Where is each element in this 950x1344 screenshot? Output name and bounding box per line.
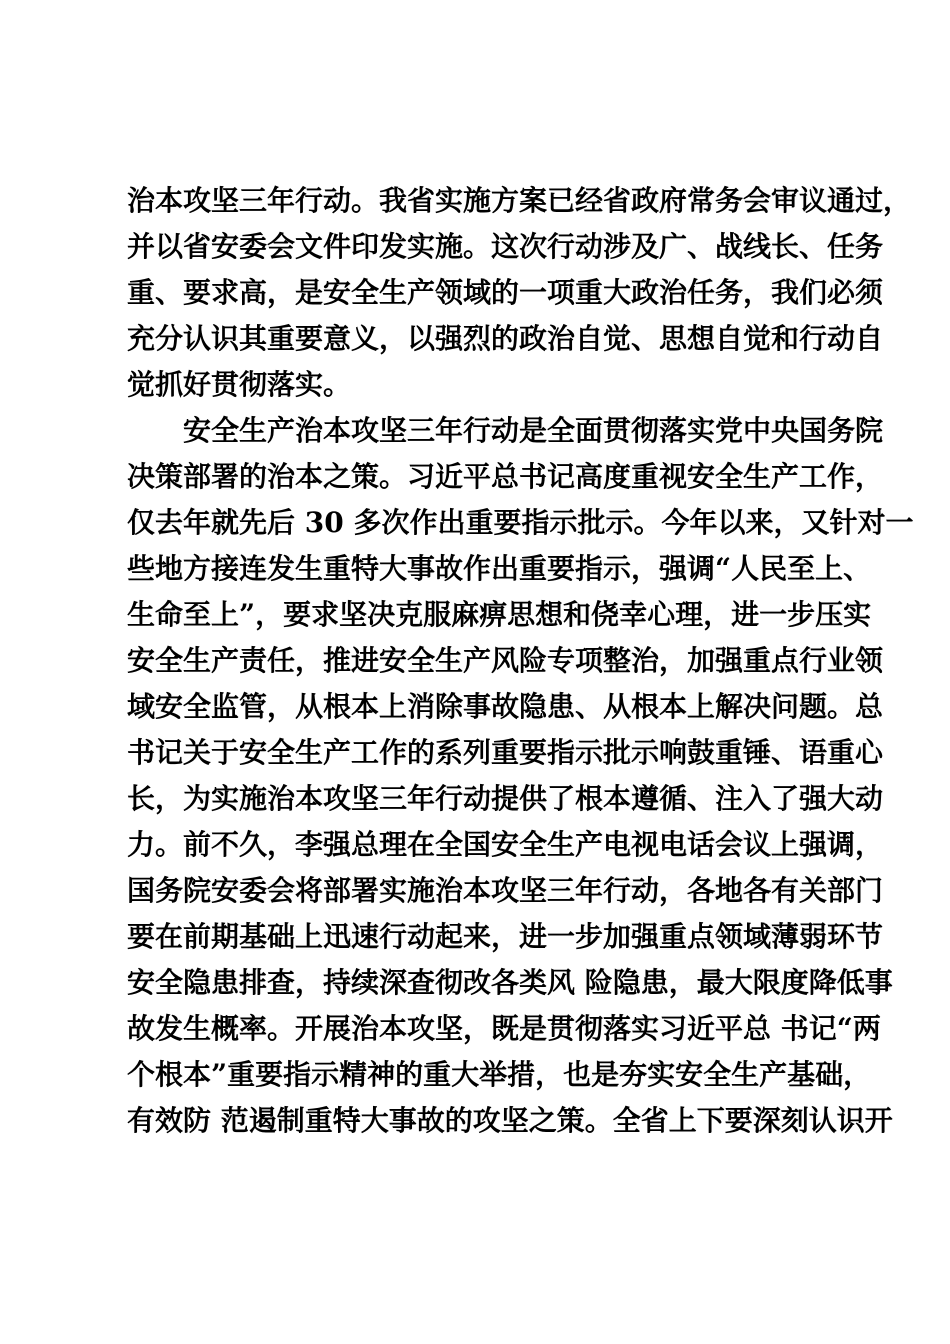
paragraph-line: 治本攻坚三年行动。我省实施方案已经省政府常务会审议通过，	[127, 184, 912, 217]
paragraph-line: 安全生产责任，推进安全生产风险专项整治，加强重点行业领	[127, 644, 884, 677]
document-body	[127, 178, 914, 1144]
paragraph-line: 生命至上”，要求坚决克服麻痹思想和侥幸心理，进一步压实	[127, 598, 872, 631]
paragraph-line: 域安全监管，从根本上消除事故隐患、从根本上解决问题。总	[127, 690, 884, 723]
paragraph-line: 力。前不久，李强总理在全国安全生产电视电话会议上强调，	[127, 828, 884, 861]
paragraph-line: 个根本”重要指示精神的重大举措，也是夯实安全生产基础，	[127, 1058, 872, 1091]
paragraph-1	[127, 178, 912, 408]
paragraph-line: 要在前期基础上迅速行动起来，进一步加强重点领域薄弱环节	[127, 920, 884, 953]
paragraph-line: 仅去年就先后 30 多次作出重要指示批示。今年以来，又针对一	[127, 506, 914, 539]
paragraph-line: 安全隐患排查，持续深查彻改各类风 险隐患，最大限度降低事	[127, 966, 893, 999]
paragraph-line: 充分认识其重要意义，以强烈的政治自觉、思想自觉和行动自	[127, 322, 884, 355]
paragraph-line: 重、要求高，是安全生产领域的一项重大政治任务，我们必须	[127, 276, 884, 309]
paragraph-line: 故发生概率。开展治本攻坚，既是贯彻落实习近平总 书记“两	[127, 1012, 881, 1045]
paragraph-line: 觉抓好贯彻落实。	[127, 368, 352, 401]
paragraph-line: 有效防 范遏制重特大事故的攻坚之策。全省上下要深刻认识开	[127, 1104, 893, 1137]
paragraph-line: 国务院安委会将部署实施治本攻坚三年行动，各地各有关部门	[127, 874, 884, 907]
paragraph-line: 书记关于安全生产工作的系列重要指示批示响鼓重锤、语重心	[127, 736, 884, 769]
paragraph-line: 些地方接连发生重特大事故作出重要指示，强调“人民至上、	[127, 552, 872, 585]
paragraph-2	[127, 408, 914, 1144]
paragraph-line: 安全生产治本攻坚三年行动是全面贯彻落实党中央国务院	[183, 414, 884, 447]
paragraph-line: 并以省安委会文件印发实施。这次行动涉及广、战线长、任务	[127, 230, 884, 263]
paragraph-line: 决策部署的治本之策。习近平总书记高度重视安全生产工作，	[127, 460, 884, 493]
paragraph-line: 长，为实施治本攻坚三年行动提供了根本遵循、注入了强大动	[127, 782, 884, 815]
